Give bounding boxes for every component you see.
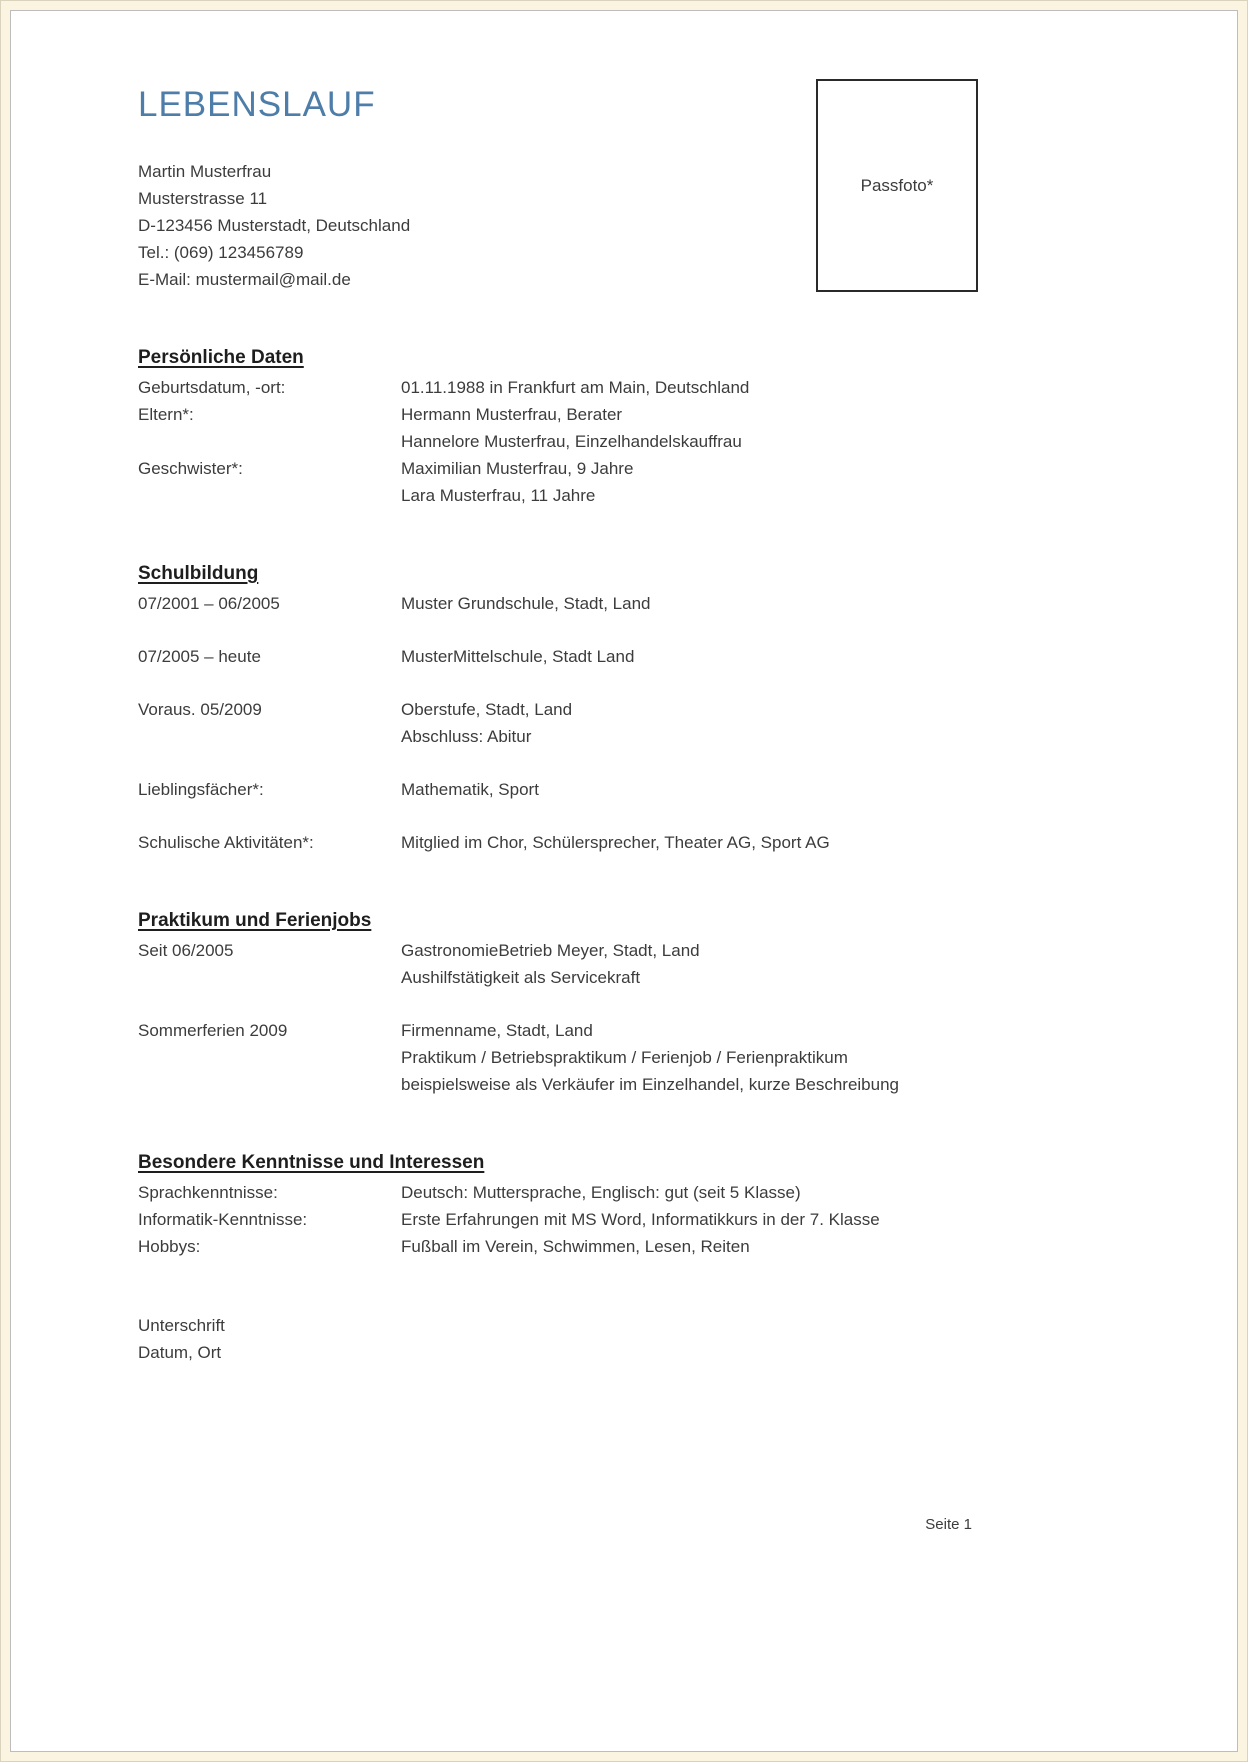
row-value: [401, 829, 972, 856]
row-value-line: Muster Grundschule, Stadt, Land: [401, 594, 651, 613]
row-value: [401, 401, 972, 455]
row-value: [401, 1179, 972, 1206]
row-value-line: Maximilian Musterfrau, 9 Jahre: [401, 459, 634, 478]
section-education: [138, 560, 972, 856]
row-value-line: Praktikum / Betriebspraktikum / Ferienjob / Ferienpraktikum: [401, 1048, 848, 1067]
row-value-line: Mathematik, Sport: [401, 780, 539, 799]
table-row: [138, 937, 972, 991]
table-row: [138, 401, 972, 455]
row-value: [401, 455, 972, 509]
section-internships: [138, 907, 972, 1098]
section-heading: Besondere Kenntnisse und Interessen: [138, 1152, 485, 1173]
passport-photo-box: [816, 79, 978, 292]
table-row: [138, 643, 972, 670]
row-value-line: Aushilfstätigkeit als Servicekraft: [401, 968, 641, 987]
row-value-line: GastronomieBetrieb Meyer, Stadt, Land: [401, 941, 700, 960]
row-label: Seit 06/2005: [138, 941, 234, 960]
row-value-line: Hermann Musterfrau, Berater: [401, 405, 623, 424]
row-value-line: 01.11.1988 in Frankfurt am Main, Deutschland: [401, 378, 750, 397]
row-value-line: Mitglied im Chor, Schülersprecher, Theater AG, Sport AG: [401, 833, 830, 852]
contact-street: Musterstrasse 11: [138, 189, 268, 208]
contact-name: Martin Musterfrau: [138, 162, 272, 181]
row-label: 07/2001 – 06/2005: [138, 594, 280, 613]
row-value: [401, 937, 972, 991]
table-row: [138, 455, 972, 509]
row-label: Geschwister*:: [138, 459, 243, 478]
passport-photo-label: Passfoto*: [860, 176, 934, 195]
section-personal-data: [138, 344, 972, 509]
row-value-line: Oberstufe, Stadt, Land: [401, 700, 573, 719]
row-value: [401, 1206, 972, 1233]
row-value: [401, 374, 972, 401]
section-heading: Persönliche Daten: [138, 347, 304, 368]
row-value: [401, 643, 972, 670]
row-value-line: Hannelore Musterfrau, Einzelhandelskauffrau: [401, 432, 742, 451]
row-value-line: Deutsch: Muttersprache, Englisch: gut (seit 5 Klasse): [401, 1183, 801, 1202]
contact-email: E-Mail: mustermail@mail.de: [138, 270, 351, 289]
section-skills-interests: [138, 1149, 972, 1260]
row-label: Lieblingsfächer*:: [138, 780, 264, 799]
row-value: [401, 1017, 972, 1098]
section-heading: Schulbildung: [138, 563, 259, 584]
row-label: Sprachkenntnisse:: [138, 1183, 278, 1202]
table-row: [138, 374, 972, 401]
row-value-line: Firmenname, Stadt, Land: [401, 1021, 593, 1040]
row-label: Informatik-Kenntnisse:: [138, 1210, 308, 1229]
row-label: Eltern*:: [138, 405, 194, 424]
contact-phone: Tel.: (069) 123456789: [138, 243, 304, 262]
row-label: Voraus. 05/2009: [138, 700, 262, 719]
signature-block: [138, 1312, 972, 1366]
row-value: [401, 776, 972, 803]
table-row: [138, 829, 972, 856]
contact-city: D-123456 Musterstadt, Deutschland: [138, 216, 411, 235]
row-label: 07/2005 – heute: [138, 647, 261, 666]
row-value-line: Erste Erfahrungen mit MS Word, Informatikkurs in der 7. Klasse: [401, 1210, 880, 1229]
table-row: [138, 696, 972, 750]
table-row: [138, 1017, 972, 1098]
row-value-line: Abschluss: Abitur: [401, 727, 532, 746]
row-value-line: MusterMittelschule, Stadt Land: [401, 647, 635, 666]
table-row: [138, 1233, 972, 1260]
table-row: [138, 776, 972, 803]
row-label: Hobbys:: [138, 1237, 201, 1256]
page-number: Seite 1: [925, 1516, 972, 1533]
section-heading: Praktikum und Ferienjobs: [138, 910, 372, 931]
row-value-line: beispielsweise als Verkäufer im Einzelhandel, kurze Beschreibung: [401, 1075, 899, 1094]
row-value-line: Lara Musterfrau, 11 Jahre: [401, 486, 596, 505]
table-row: [138, 590, 972, 617]
row-label: Geburtsdatum, -ort:: [138, 378, 286, 397]
row-value: [401, 590, 972, 617]
row-value-line: Fußball im Verein, Schwimmen, Lesen, Reiten: [401, 1237, 750, 1256]
signature-date-place: Datum, Ort: [138, 1343, 222, 1362]
page-title: LEBENSLAUF: [138, 85, 376, 124]
cv-page: [10, 10, 1238, 1752]
table-row: [138, 1179, 972, 1206]
row-value: [401, 1233, 972, 1260]
table-row: [138, 1206, 972, 1233]
row-value: [401, 696, 972, 750]
row-label: Sommerferien 2009: [138, 1021, 288, 1040]
signature-line: Unterschrift: [138, 1316, 225, 1335]
row-label: Schulische Aktivitäten*:: [138, 833, 314, 852]
